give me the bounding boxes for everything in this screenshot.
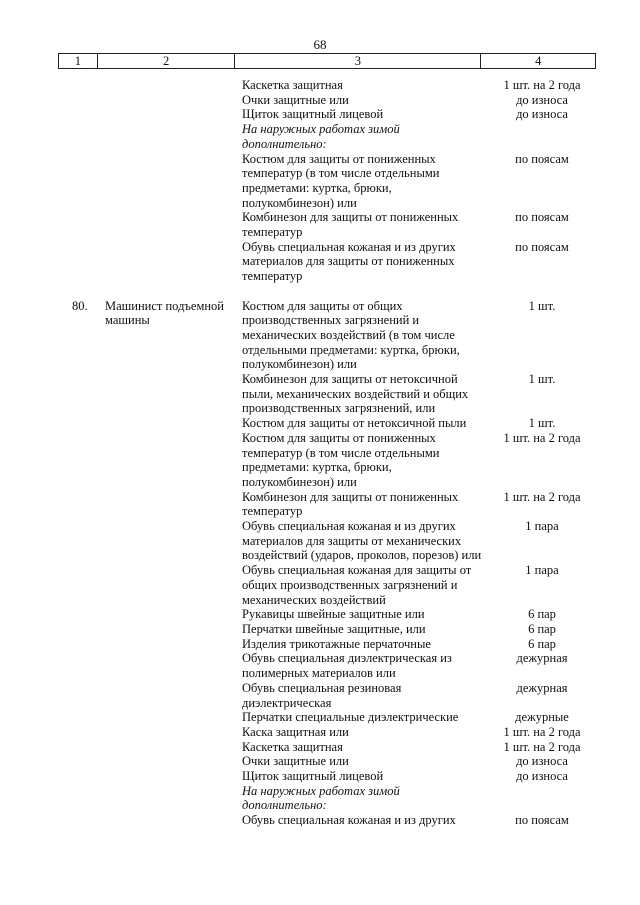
header-col-2: 2 [98, 54, 235, 68]
issue-norm: 6 пар [528, 622, 556, 636]
table-row [0, 519, 640, 563]
table-row [0, 784, 640, 813]
issue-norm: 6 пар [528, 636, 556, 651]
equipment-item: Костюм для защиты от пониженных температур (в том числе отдельными предметами: куртка, брюки, полукомбинезон) или [242, 430, 440, 489]
issue-norm: до износа [516, 754, 568, 769]
equipment-item: Обувь специальная кожаная и из других материалов для защиты от пониженных температур [242, 239, 456, 284]
table-row [0, 681, 640, 710]
equipment-item: Комбинезон для защиты от пониженных температур [242, 489, 459, 519]
table-header [58, 53, 596, 69]
equipment-item: Каскетка защитная [242, 739, 343, 754]
table-row [0, 210, 640, 239]
equipment-item: Обувь специальная диэлектрическая из полимерных материалов или [242, 651, 452, 681]
equipment-item: Комбинезон для защиты от пониженных температур [242, 210, 459, 240]
issue-norm: до износа [516, 107, 568, 122]
equipment-item: Перчатки швейные защитные, или [242, 622, 426, 636]
equipment-item: Костюм для защиты от нетоксичной пыли [242, 416, 467, 431]
issue-norm: по поясам [515, 210, 569, 225]
table-row [0, 152, 640, 211]
equipment-item: Комбинезон для защиты от нетоксичной пыли, механических воздействий и общих производственных загрязнений, или [242, 372, 469, 416]
issue-norm: 1 пара [525, 563, 559, 578]
section-note: На наружных работах зимой дополнительно: [242, 783, 400, 813]
equipment-item: Обувь специальная резиновая диэлектрическая [242, 680, 402, 710]
table-row [0, 372, 640, 416]
issue-norm: 1 шт. [528, 298, 556, 313]
table-row [0, 622, 640, 637]
issue-norm: дежурные [515, 710, 569, 725]
equipment-item: Щиток защитный лицевой [242, 769, 384, 784]
issue-norm: 1 шт. [528, 416, 556, 431]
table-row [0, 710, 640, 725]
table-row [0, 431, 640, 490]
table-row [0, 490, 640, 519]
section-note: На наружных работах зимой дополнительно: [242, 122, 400, 151]
equipment-item: Обувь специальная кожаная и из других материалов для защиты от механических воздействий (ударов, проколов, порезов) или [242, 519, 482, 563]
table-row [0, 563, 640, 607]
equipment-item: Очки защитные или [242, 92, 349, 107]
row-number: 80. [72, 298, 88, 313]
table-row [0, 107, 640, 122]
table-row [0, 299, 640, 373]
header-col-4: 4 [535, 54, 542, 68]
equipment-item: Костюм для защиты от пониженных температур (в том числе отдельными предметами: куртка, брюки, полукомбинезон) или [242, 151, 440, 210]
equipment-item: Обувь специальная кожаная для защиты от общих производственных загрязнений и механических воздействий [242, 563, 472, 607]
equipment-item: Каскетка защитная [242, 78, 343, 92]
table-row [0, 240, 640, 284]
equipment-item: Обувь специальная кожаная и из других [242, 813, 456, 828]
equipment-item: Рукавицы швейные защитные или [242, 607, 425, 622]
table-row [0, 754, 640, 769]
header-col-3: 3 [235, 54, 481, 68]
table-row [0, 637, 640, 652]
issue-norm: по поясам [515, 239, 569, 254]
equipment-item: Перчатки специальные диэлектрические [242, 710, 459, 725]
issue-norm: 1 шт. [528, 372, 556, 387]
table-row [0, 416, 640, 431]
issue-norm: 1 шт. на 2 года [503, 430, 581, 445]
issue-norm: 1 шт. на 2 года [503, 724, 581, 739]
equipment-item: Изделия трикотажные перчаточные [242, 636, 431, 651]
table-row [0, 725, 640, 740]
issue-norm: дежурная [516, 651, 568, 666]
table-row [0, 813, 640, 828]
issue-norm: по поясам [515, 813, 569, 828]
equipment-item: Очки защитные или [242, 754, 349, 769]
issue-norm: 1 пара [525, 519, 559, 534]
issue-norm: 6 пар [528, 607, 556, 622]
table-row [0, 122, 640, 151]
equipment-item: Щиток защитный лицевой [242, 107, 384, 122]
table-body [0, 78, 640, 828]
issue-norm: 1 шт. на 2 года [503, 78, 581, 92]
profession-name: Машинист подъемной машины [105, 298, 224, 328]
page-number: 68 [313, 37, 327, 52]
table-row [0, 740, 640, 755]
equipment-item: Каска защитная или [242, 724, 349, 739]
equipment-item: Костюм для защиты от общих производственных загрязнений и механических воздействий (в том числе отдельными предметами: куртка, брюки, полукомбинезон) или [242, 298, 460, 372]
table-row [0, 651, 640, 680]
header-col-1: 1 [59, 54, 98, 68]
table-row [0, 607, 640, 622]
issue-norm: до износа [516, 769, 568, 784]
table-row [0, 93, 640, 108]
issue-norm: 1 шт. на 2 года [503, 489, 581, 504]
table-row [0, 78, 640, 93]
issue-norm: 1 шт. на 2 года [503, 739, 581, 754]
issue-norm: дежурная [516, 680, 568, 695]
table-row [0, 769, 640, 784]
issue-norm: до износа [516, 92, 568, 107]
issue-norm: по поясам [515, 151, 569, 166]
